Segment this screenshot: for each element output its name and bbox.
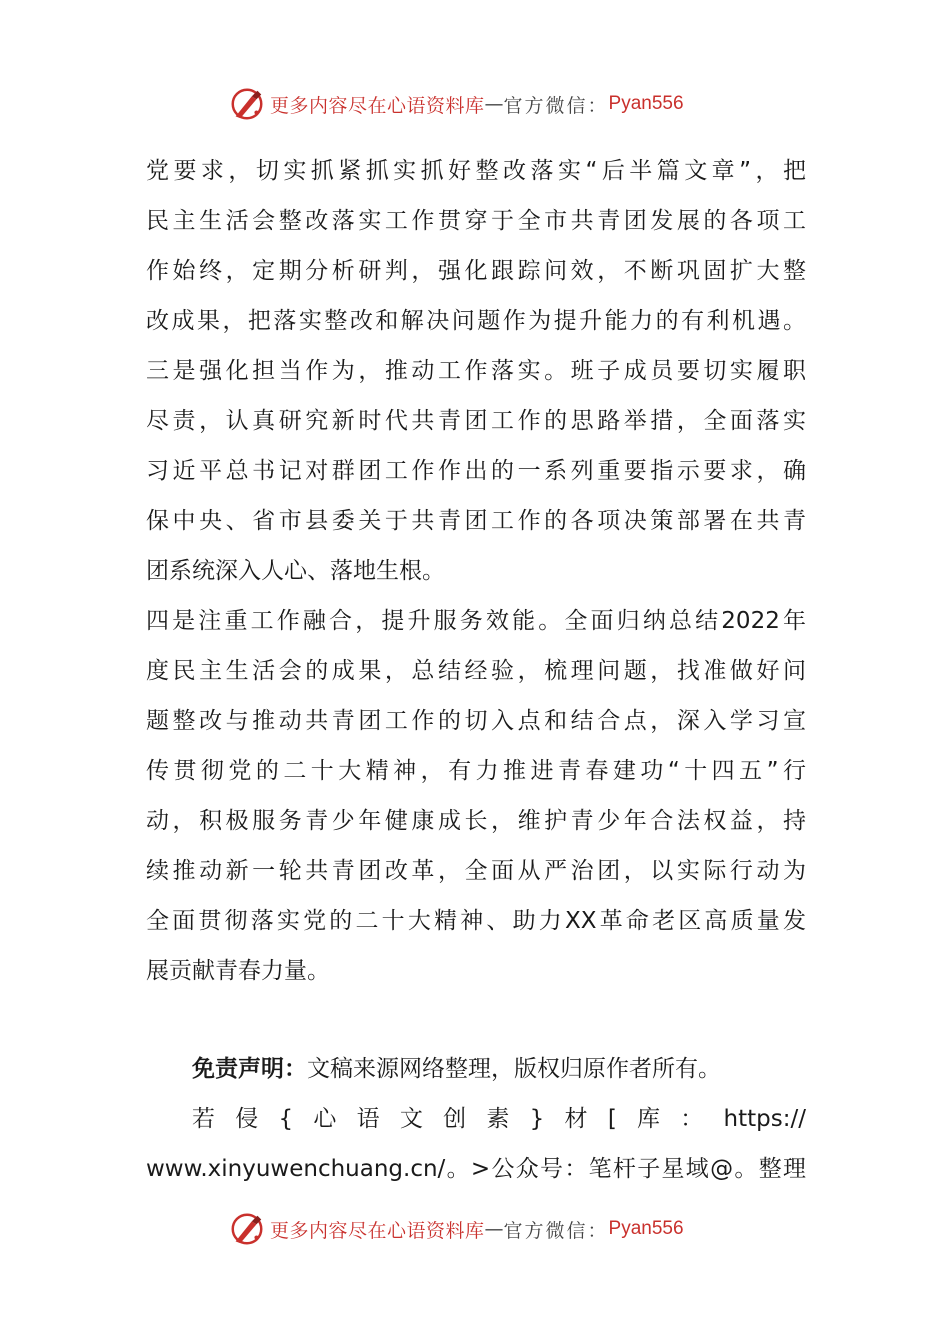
body-line: 续推动新一轮共青团改革，全面从严治团，以实际行动为 — [146, 858, 806, 884]
body-line: 尽责，认真研究新时代共青团工作的思路举措，全面落实 — [146, 408, 806, 434]
body-line: 动，积极服务青少年健康成长，维护青少年合法权益，持 — [146, 808, 806, 834]
disclaimer-line — [146, 1044, 806, 1094]
banner-wechat-label: 官方微信： — [503, 94, 609, 117]
header-banner — [228, 84, 684, 124]
banner-wechat-id: Pyan556 — [608, 1218, 684, 1239]
body-line: 全面贯彻落实党的二十大精神、助力XX革命老区高质量发 — [146, 908, 806, 934]
body-line: 民主生活会整改落实工作贯穿于全市共青团发展的各项工 — [146, 208, 806, 234]
disclaimer-label: 免责声明： — [192, 1056, 307, 1082]
banner-main-text: 更多内容尽在心语资料库 — [270, 94, 485, 117]
pen-logo-icon — [228, 1210, 266, 1248]
body-line: 度民主生活会的成果，总结经验，梳理问题，找准做好问 — [146, 658, 806, 684]
banner-dash: — — [484, 1218, 504, 1240]
banner-dash: — — [484, 93, 504, 115]
body-line: 保中央、省市县委关于共青团工作的各项决策部署在共青 — [146, 508, 806, 534]
body-line: 团系统深入人心、落地生根。 — [146, 558, 445, 584]
disclaimer-text: 文稿来源网络整理，版权归原作者所有。 — [307, 1056, 721, 1082]
body-line: 三是强化担当作为，推动工作落实。班子成员要切实履职 — [146, 358, 806, 384]
disclaimer-source-line: 若侵{心语文创素}材[库：https:// — [192, 1106, 806, 1132]
body-line: 改成果，把落实整改和解决问题作为提升能力的有利机遇。 — [146, 308, 806, 334]
body-line: 习近平总书记对群团工作作出的一系列重要指示要求，确 — [146, 458, 806, 484]
document-body — [146, 146, 806, 1194]
body-line: 传贯彻党的二十大精神，有力推进青春建功“十四五”行 — [146, 758, 806, 784]
body-line: 四是注重工作融合，提升服务效能。全面归纳总结2022年 — [146, 608, 806, 634]
body-line: 展贡献青春力量。 — [146, 958, 330, 984]
body-line: 作始终，定期分析研判，强化跟踪问效，不断巩固扩大整 — [146, 258, 806, 284]
banner-wechat-id: Pyan556 — [608, 93, 684, 114]
body-line: 党要求，切实抓紧抓实抓好整改落实“后半篇文章”，把 — [146, 158, 806, 184]
banner-wechat-label: 官方微信： — [503, 1219, 609, 1242]
banner-main-text: 更多内容尽在心语资料库 — [270, 1219, 485, 1242]
footer-banner — [228, 1209, 684, 1249]
body-line: 题整改与推动共青团工作的切入点和结合点，深入学习宣 — [146, 708, 806, 734]
disclaimer-url-line: www.xinyuwenchuang.cn/。>公众号：笔杆子星域@。整理 — [146, 1156, 806, 1182]
pen-logo-icon — [228, 85, 266, 123]
